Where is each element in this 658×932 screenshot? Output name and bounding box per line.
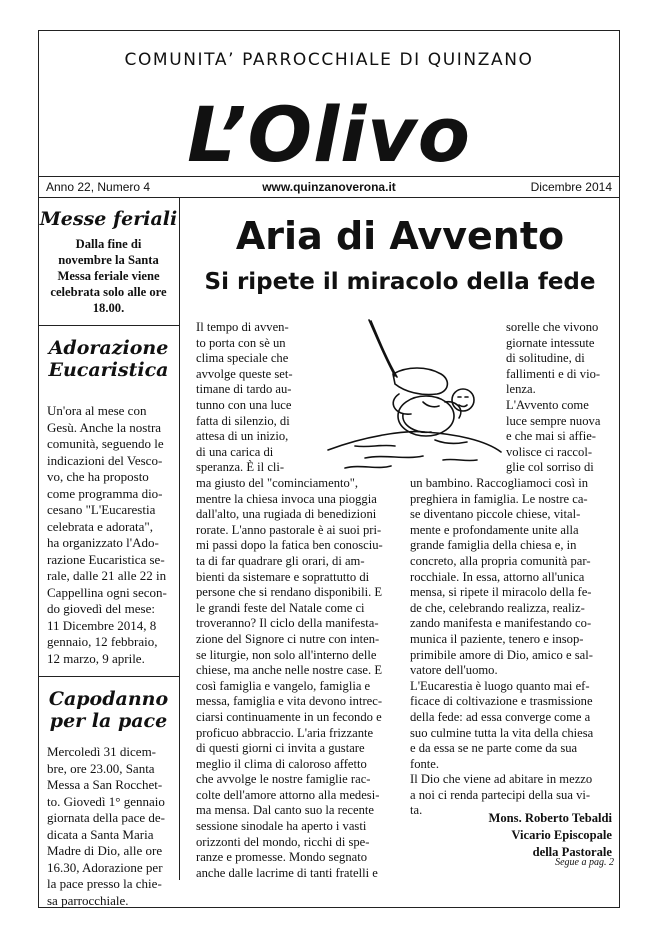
text-line: ciarsi continuamente in un fecondo e	[196, 709, 382, 724]
text-line: ficace di coltivazione e trasmissione	[410, 694, 593, 709]
text-line: luce sempre nuova	[506, 413, 601, 428]
signature-office: della Pastorale	[532, 845, 612, 859]
text-line: dicata a Santa Maria	[47, 826, 154, 842]
text-line: a noi ci renda partecipi della sua vi-	[410, 787, 591, 802]
text-line: rocchiale. In essa, attorno all'unica	[410, 569, 585, 584]
advent-illustration	[325, 318, 503, 476]
text-line: suo culmine tutta la vita della chiesa	[410, 725, 594, 740]
text-line: Cappellina ogni secon-	[47, 584, 167, 600]
text-line: timane di tardo au-	[196, 382, 292, 397]
new-year-title-line1: Capodanno	[48, 688, 169, 710]
text-line: primibile amore di Dio, amico e sal-	[410, 647, 593, 662]
text-line: di solitudine, di	[506, 351, 585, 366]
signature	[470, 810, 612, 861]
text-line: comunità, seguendo le	[47, 436, 164, 451]
sidebar	[38, 198, 180, 908]
text-line: 16.30, Adorazione per	[47, 859, 163, 875]
new-year-text	[38, 744, 179, 909]
article-subtitle: Si ripete il miracolo della fede	[204, 269, 596, 295]
issue-date: Dicembre 2014	[530, 180, 612, 194]
article-col2-lower	[410, 476, 610, 819]
text-line: attesa di un inizio,	[196, 429, 289, 444]
text-line: mi passi dopo la fatica ben conosciu-	[196, 538, 383, 553]
text-line: e da essa se ne parte come da sua	[410, 741, 578, 756]
text-line: mentre la chiesa invoca una pioggia	[196, 491, 377, 506]
text-line: di una carica di	[196, 444, 274, 459]
text-line: mensa, si ripete il miracolo della fe-	[410, 585, 592, 600]
text-line: meglio il clima di caloroso affetto	[196, 756, 367, 771]
text-line: Il Dio che viene ad abitare in mezzo	[410, 772, 593, 787]
text-line: ta.	[410, 803, 423, 818]
masses-title: Messe feriali	[39, 208, 178, 230]
text-line: sorelle che vivono	[506, 320, 599, 334]
text-line: Gesù. Anche la nostra	[47, 419, 162, 435]
text-line: se liturgie, non solo all'interno delle	[196, 647, 377, 662]
text-line: Un'ora al mese con	[47, 403, 147, 418]
text-line: munica il paziente, tenero e insop-	[410, 631, 584, 646]
text-line: L'Avvento come	[506, 397, 589, 412]
text-line: de che, celebrando realizza, realiz-	[410, 600, 585, 615]
text-line: ranze e promesse. Mondo segnato	[196, 850, 368, 865]
text-line: 12 marzo, 9 aprile.	[47, 650, 145, 666]
text-line: orizzonti del mondo, ricchi di spe-	[196, 834, 370, 849]
text-line: proficuo abbraccio. L'aria frizzante	[196, 725, 374, 740]
text-line: to porta con sè un	[196, 335, 286, 350]
text-line: zione del Signore ci nutre con inten-	[196, 631, 380, 646]
text-line: ha organizzato l'Ado-	[47, 535, 159, 550]
text-line: bre, ore 23.00, Santa	[47, 760, 155, 776]
text-line: concreto, alla propria comunità par-	[410, 553, 591, 568]
text-line: e che mai si affie-	[506, 429, 596, 444]
text-line: vatore dell'uomo.	[410, 663, 498, 678]
text-line: colte dell'amore attorno alla medesi-	[196, 787, 380, 802]
text-line: Mercoledì 31 dicem-	[47, 744, 157, 759]
text-line: anche dalle lacrime di tanti fratelli e	[196, 865, 378, 880]
text-line: della fede: ad essa converge come a	[410, 709, 591, 724]
signature-role: Vicario Episcopale	[511, 828, 612, 842]
text-line: giornate intessute	[506, 335, 595, 350]
issue-number: Anno 22, Numero 4	[46, 180, 151, 194]
article-col1-lower	[196, 476, 394, 881]
text-line: persone che si rendano disponibili. E	[196, 585, 383, 600]
adoration-title-line2: Eucaristica	[48, 359, 169, 381]
text-line: di questi giorni ci invita a gustare	[196, 741, 365, 756]
text-line: come programma dio-	[47, 485, 163, 501]
text-line: razione Eucaristica se-	[47, 551, 165, 567]
text-line: 11 Dicembre 2014, 8	[47, 617, 157, 633]
adoration-title-line1: Adorazione	[48, 337, 169, 359]
text-line: così famiglia e vangelo, famiglia e	[196, 678, 371, 693]
new-year-title-line2: per la pace	[49, 710, 168, 732]
text-line: un bambino. Raccogliamoci così in	[410, 476, 589, 490]
text-line: la pace presso la chie-	[47, 876, 162, 891]
text-line: ma giusto del "cominciamento",	[196, 476, 359, 490]
adoration-text	[38, 403, 179, 667]
text-line: che avvolge le nostre famiglie rac-	[196, 772, 371, 787]
text-line: to. Giovedì 1° gennaio	[47, 793, 165, 809]
text-line: clima speciale che	[196, 351, 289, 366]
signature-name: Mons. Roberto Tebaldi	[488, 811, 612, 825]
text-line: sessione sinodale ha aperto i vasti	[196, 819, 367, 834]
text-line: L'Eucarestia è luogo quanto mai ef-	[410, 678, 590, 693]
text-line: chiese, ma anche nelle nostre case. E	[196, 663, 383, 678]
text-line: rale, dalle 21 alle 22 in	[47, 568, 167, 583]
text-line: tunno con una luce	[196, 397, 292, 412]
text-line: celebrata e adorata",	[47, 518, 153, 534]
text-line: troveranno? Il ciclo della manifesta-	[196, 616, 379, 631]
text-line: speranza. È il cli-	[196, 460, 285, 475]
text-line: bienti da sistemare e soprattutto di	[196, 569, 370, 584]
text-line: ta di far quadrare gli orari, di am-	[196, 553, 365, 568]
text-line: Messa a San Rocchet-	[47, 777, 163, 792]
text-line: se diventano piccole chiese, vital-	[410, 507, 581, 522]
article-title: Aria di Avvento	[235, 214, 565, 258]
text-line: fallimenti e di vio-	[506, 366, 601, 381]
text-line: mente e profondamente unite alla	[410, 522, 579, 537]
text-line: zando manifesta e manifestando co-	[410, 616, 592, 631]
masses-text: Dalla fine di novembre la Santa Messa feriale viene celebrata solo alle ore 18.00.	[50, 237, 167, 315]
text-line: lenza.	[506, 382, 536, 397]
article-col1-upper	[196, 320, 322, 476]
community-header: COMUNITA’ PARROCCHIALE DI QUINZANO	[124, 50, 534, 70]
text-line: preghiera in famiglia. Le nostre ca-	[410, 491, 588, 506]
text-line: cesano "L'Eucarestia	[47, 502, 156, 517]
text-line: volisce ci raccol-	[506, 444, 593, 459]
text-line: dall'alto, una rugiada di benedizioni	[196, 507, 377, 522]
text-line: Il tempo di avven-	[196, 320, 289, 334]
masthead-title: L’Olivo	[187, 90, 471, 179]
continued-note: Segue a pag. 2	[555, 857, 614, 868]
text-line: avvolge queste set-	[196, 366, 293, 381]
text-line: do giovedì del mese:	[47, 601, 155, 616]
text-line: gennaio, 12 febbraio,	[47, 634, 158, 649]
website-link[interactable]: www.quinzanoverona.it	[262, 180, 396, 194]
text-line: grande famiglia della chiesa e, in	[410, 538, 577, 553]
text-line: fonte.	[410, 756, 440, 771]
text-line: indicazioni del Vesco-	[47, 452, 163, 468]
text-line: giornata della pace de-	[47, 810, 166, 825]
text-line: le grandi feste del Natale come ci	[196, 600, 365, 615]
text-line: fatta di silenzio, di	[196, 413, 290, 428]
text-line: vo, che ha proposto	[47, 469, 149, 484]
text-line: rorate. L'anno pastorale è ai suoi pri-	[196, 522, 382, 537]
text-line: messa, famiglia e vita devono intrec-	[196, 694, 383, 709]
text-line: sa parrocchiale.	[47, 892, 129, 908]
article-col2-upper	[506, 320, 610, 476]
text-line: glie col sorriso di	[506, 460, 594, 475]
issue-bar	[38, 176, 620, 198]
text-line: ma mensa. Dal canto suo la recente	[196, 803, 374, 818]
text-line: Madre di Dio, alle ore	[47, 843, 163, 858]
